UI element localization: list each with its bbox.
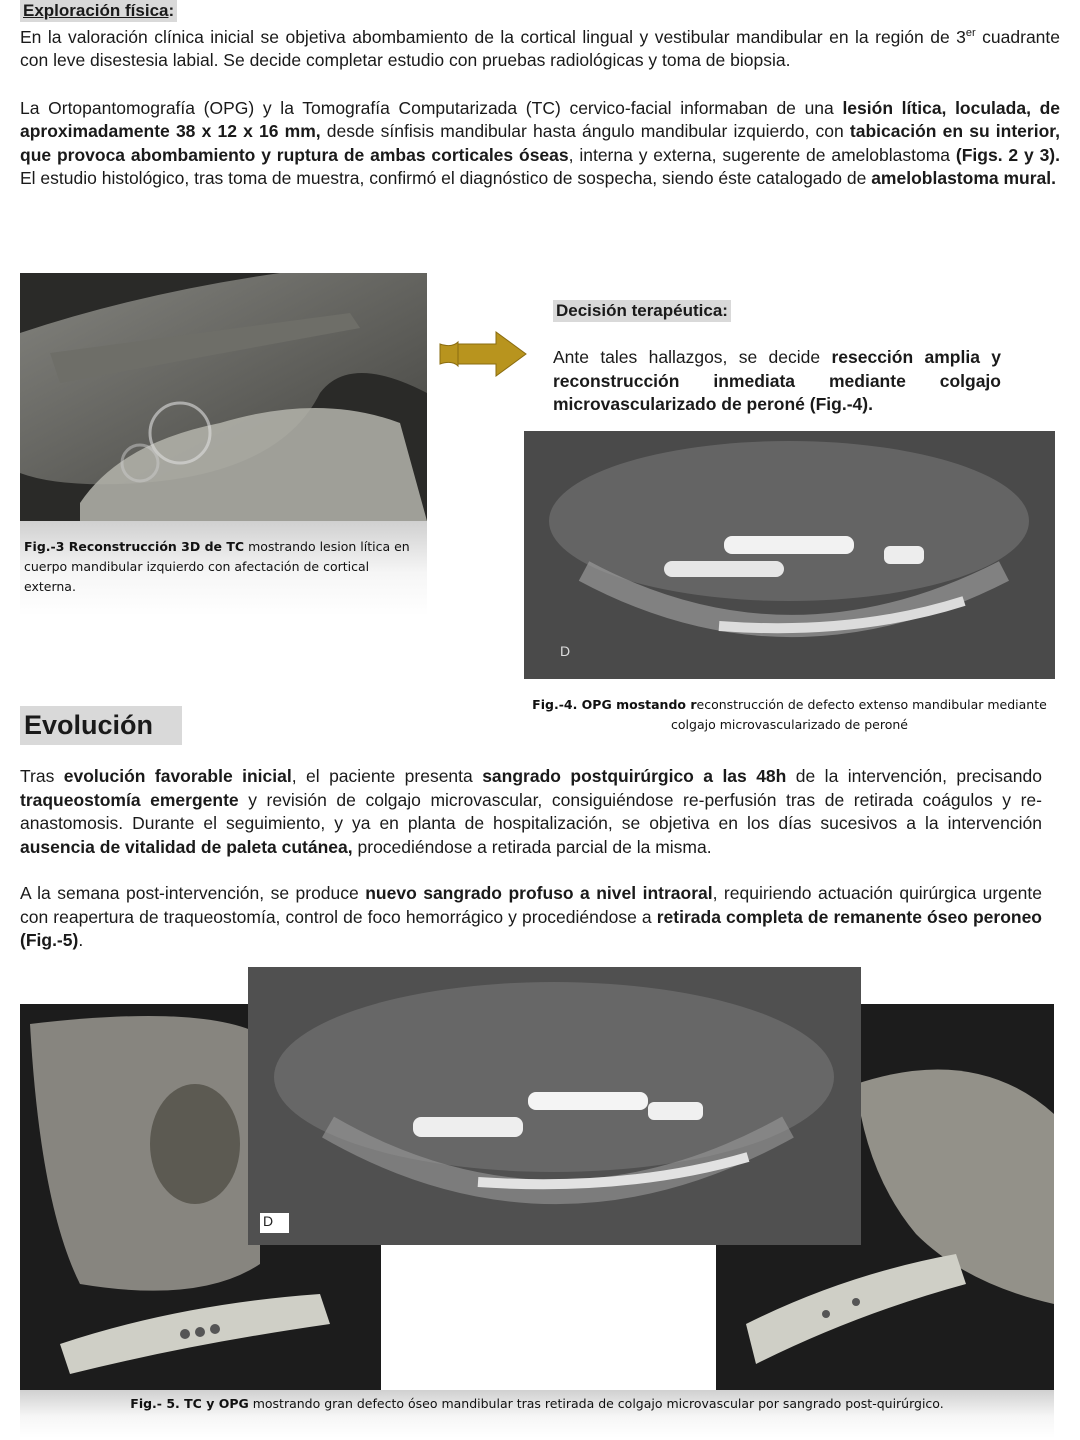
- evolucion-p1-run: ausencia de vitalidad de paleta cutánea,: [20, 836, 353, 857]
- exploracion-p2-run: La Ortopantomografía (OPG) y la Tomografía Computarizada (TC) cervico-facial informaban de una: [20, 97, 843, 118]
- evolucion-p2-run: , requiriendo actuación quirúrgica urgente con reapertura de traqueostomía, control de foco hemorrágico y procediéndose a: [20, 883, 1042, 927]
- evolucion-p2-run: nuevo sangrado profuso a nivel intraoral: [365, 883, 713, 903]
- exploracion-p2-run: ameloblastoma mural.: [871, 168, 1056, 189]
- arrow-right-icon: [438, 330, 528, 378]
- fig3-caption: Fig.-3 Reconstrucción 3D de TC mostrando lesion lítica en cuerpo mandibular izquierdo con afectación de cortical externa.: [24, 539, 410, 594]
- evolucion-section: [20, 765, 1042, 953]
- fig5-caption: Fig.- 5. TC y OPG mostrando gran defecto óseo mandibular tras retirada de colgajo microvascular por sangrado post-quirúrgico.: [130, 1396, 944, 1411]
- evolucion-p1-run: Tras: [20, 766, 64, 786]
- evolucion-p2-run: A la semana post-intervención, se produce: [20, 883, 366, 903]
- side-marker-label-2: D: [260, 1213, 289, 1233]
- fig4-opg-image: [524, 431, 1055, 679]
- evolucion-p1-run: evolución favorable inicial: [63, 766, 292, 786]
- evolucion-p1-run: , el paciente presenta: [291, 766, 483, 786]
- evolucion-p1-run: y revisión de colgajo microvascular, consiguiéndose re-perfusión tras de retirada coágulos y re-anastomosis. Durante el seguimiento, y ya en planta de hospitalización, se objetiva en los días sucesivos a la intervención: [20, 789, 1042, 833]
- evolucion-paragraph-1: [20, 765, 1042, 859]
- opg-panoramic-illustration: [524, 431, 1055, 679]
- fig3-caption-box: [20, 521, 427, 616]
- exploracion-p2-run: , interna y externa, sugerente de ameloblastoma: [568, 144, 956, 165]
- opg-panoramic-2-illustration: [248, 967, 861, 1245]
- exploracion-p2-run: tabicación en su interior, que provoca abombamiento y ruptura de ambas corticales óseas: [20, 121, 1060, 165]
- exploracion-p2-run: El estudio histológico, tras toma de muestra, confirmó el diagnóstico de sospecha, siendo éste catalogado de: [20, 168, 872, 189]
- evolucion-p1-run: procediéndose a retirada parcial de la misma.: [352, 836, 712, 857]
- evolucion-p1-run: de la intervención, precisando: [786, 766, 1042, 786]
- exploracion-title: Exploración física:: [20, 0, 177, 22]
- evolucion-p2-run: .: [78, 930, 84, 950]
- side-marker-label: D: [560, 643, 571, 659]
- decision-section: [553, 300, 1001, 417]
- evolucion-p1-run: sangrado postquirúrgico a las 48h: [482, 766, 787, 786]
- fig3-ct-3d-image: [20, 273, 427, 521]
- exploracion-p2-run: desde sínfisis mandibular hasta ángulo mandibular izquierdo, con: [320, 121, 850, 142]
- decision-title: Decisión terapéutica:: [553, 300, 731, 322]
- evolucion-p1-run: traqueostomía emergente: [20, 789, 239, 810]
- fig4-caption: Fig.-4. OPG mostando reconstrucción de defecto extenso mandibular mediante colgajo microvascularizado de peroné: [532, 697, 1047, 732]
- evolucion-title: Evolución: [20, 706, 182, 745]
- decision-paragraph: Ante tales hallazgos, se decide resección amplia y reconstrucción inmediata mediante colgajo microvascularizado de peroné (Fig.-4).: [553, 347, 1001, 414]
- evolucion-paragraph-2: [20, 882, 1042, 953]
- fig5-caption-box: [20, 1390, 1054, 1438]
- exploracion-paragraph-1: En la valoración clínica inicial se objetiva abombamiento de la cortical lingual y vestibular mandibular en la región de 3er cuadrante con leve disestesia labial. Se decide completar estudio con pruebas radiológicas y toma de biopsia.: [20, 26, 1061, 71]
- evolucion-p2-run: retirada completa de remanente óseo peroneo (Fig.-5): [20, 906, 1042, 950]
- ct-3d-mandible-illustration: [20, 273, 427, 521]
- exploracion-section: [20, 0, 1060, 191]
- exploracion-p2-run: lesión lítica, loculada, de aproximadamente 38 x 12 x 16 mm,: [20, 97, 1061, 142]
- exploracion-paragraph-2: [20, 97, 1060, 191]
- exploracion-p2-run: (Figs. 2 y 3).: [955, 144, 1060, 165]
- fig5-opg-image: [248, 967, 861, 1245]
